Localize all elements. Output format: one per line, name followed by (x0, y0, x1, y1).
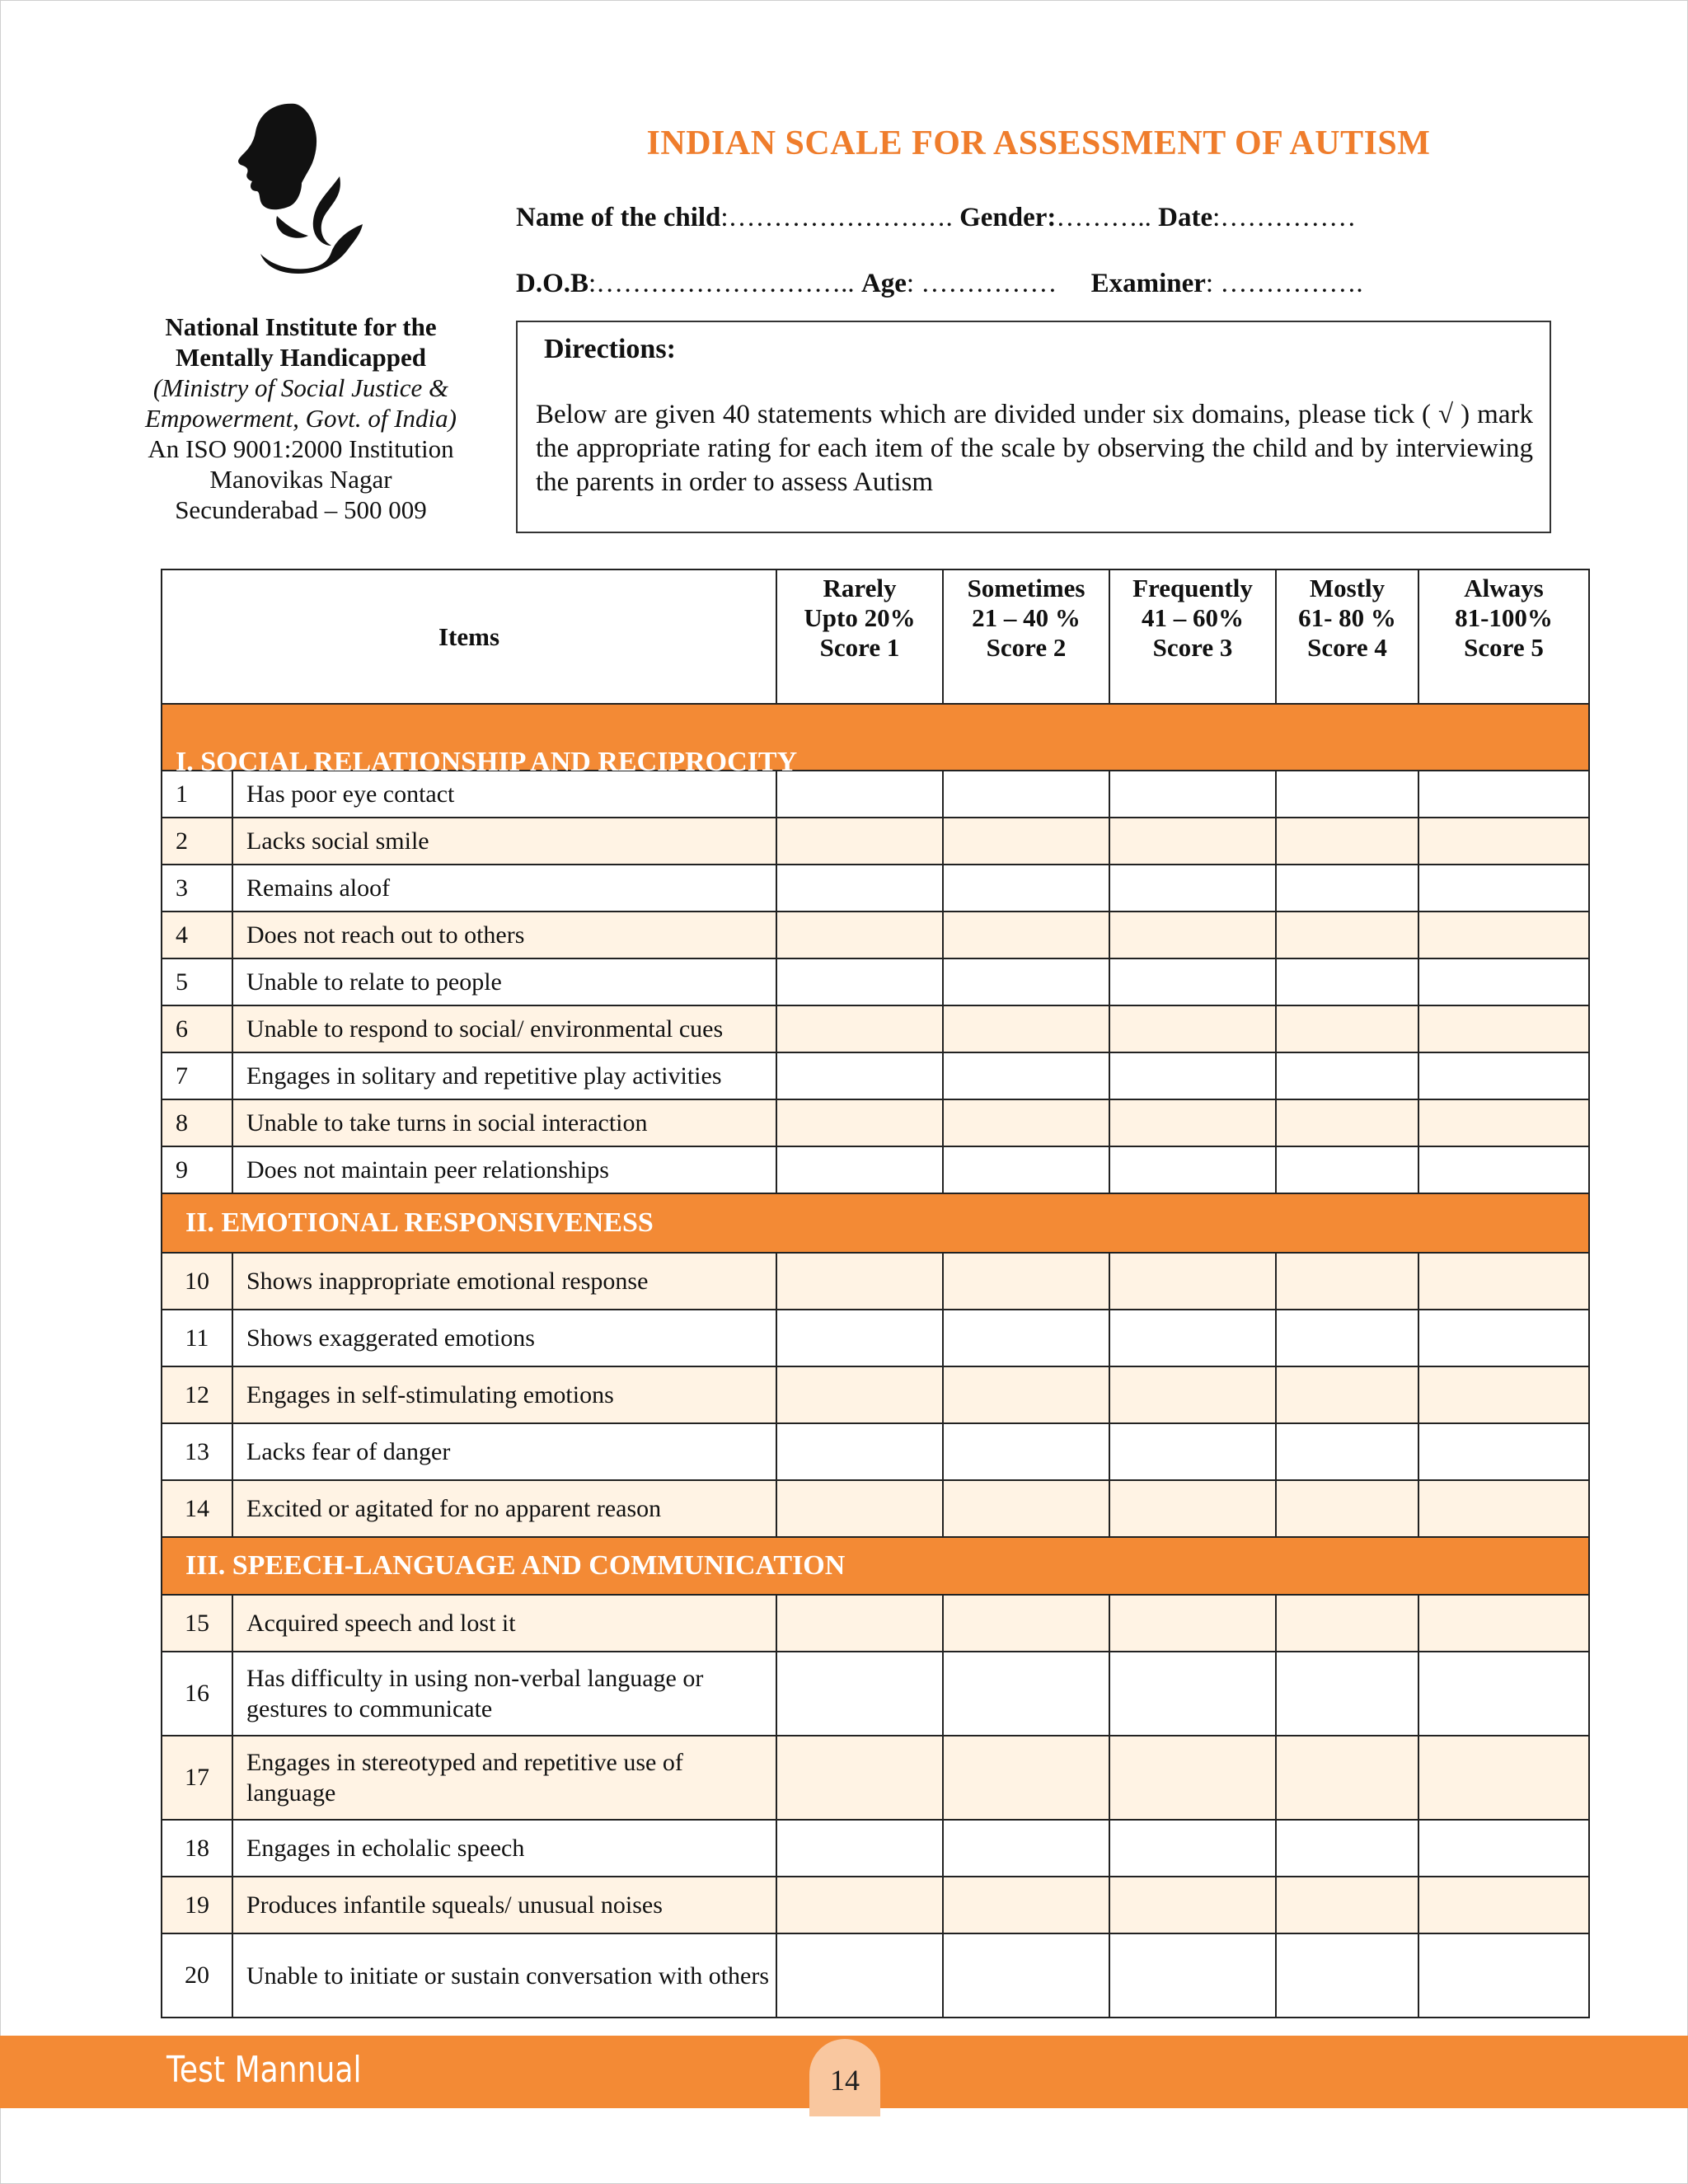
table-header (162, 569, 1589, 704)
col-header-label: Frequently (1132, 574, 1253, 602)
rating-cell-5[interactable] (1418, 865, 1589, 912)
gender-field[interactable]: ……….. (1056, 203, 1159, 232)
examiner-label: Examiner (1090, 269, 1206, 298)
col-header-score: Score 2 (986, 633, 1067, 662)
date-label: Date (1158, 203, 1213, 232)
institute-logo (216, 101, 364, 274)
rating-cell-3[interactable] (1109, 1423, 1276, 1480)
item-number: 10 (162, 1253, 232, 1310)
rating-cell-5[interactable] (1418, 1652, 1589, 1736)
item-number: 6 (162, 1005, 232, 1052)
rating-cell-1[interactable] (776, 1736, 943, 1820)
table-row (162, 1253, 1589, 1310)
item-text: Unable to initiate or sustain conversation with others (232, 1933, 776, 2018)
item-number: 15 (162, 1595, 232, 1652)
item-number: 4 (162, 912, 232, 958)
table-row (162, 1366, 1589, 1423)
rating-cell-3[interactable] (1109, 1595, 1276, 1652)
item-text: Engages in echolalic speech (232, 1820, 776, 1877)
item-number: 3 (162, 865, 232, 912)
rating-cell-4[interactable] (1276, 1005, 1418, 1052)
table-row (162, 1052, 1589, 1099)
item-text: Unable to respond to social/ environmental cues (232, 1005, 776, 1052)
section-header-speech (162, 1537, 1589, 1595)
rating-cell-3[interactable] (1109, 1146, 1276, 1193)
item-number: 14 (162, 1480, 232, 1537)
rating-cell-4[interactable] (1276, 1877, 1418, 1933)
rating-cell-1[interactable] (776, 818, 943, 865)
age-field[interactable]: : …………… (906, 269, 1057, 298)
item-text: Lacks fear of danger (232, 1423, 776, 1480)
col-header-sometimes (943, 569, 1109, 704)
page-title: INDIAN SCALE FOR ASSESSMENT OF AUTISM (646, 124, 1431, 162)
rating-cell-3[interactable] (1109, 912, 1276, 958)
name-field[interactable]: :……………………. (720, 203, 960, 232)
rating-cell-2[interactable] (943, 1736, 1109, 1820)
rating-cell-1[interactable] (776, 958, 943, 1005)
table-row (162, 1099, 1589, 1146)
col-header-range: 41 – 60% (1142, 603, 1245, 632)
rating-cell-4[interactable] (1276, 1052, 1418, 1099)
col-header-label: Rarely (823, 574, 897, 602)
item-text: Does not maintain peer relationships (232, 1146, 776, 1193)
item-number: 2 (162, 818, 232, 865)
item-text: Excited or agitated for no apparent reason (232, 1480, 776, 1537)
item-text: Engages in stereotyped and repetitive use of language (232, 1736, 776, 1820)
footer-label: Test Mannual (166, 2049, 362, 2091)
col-header-frequently (1109, 569, 1276, 704)
rating-cell-2[interactable] (943, 1146, 1109, 1193)
rating-cell-1[interactable] (776, 1933, 943, 2018)
rating-cell-4[interactable] (1276, 1736, 1418, 1820)
table-row (162, 1595, 1589, 1652)
org-iso: An ISO 9001:2000 Institution (148, 434, 454, 463)
rating-cell-1[interactable] (776, 1595, 943, 1652)
rating-cell-4[interactable] (1276, 1253, 1418, 1310)
rating-cell-5[interactable] (1418, 1310, 1589, 1366)
rating-cell-3[interactable] (1109, 865, 1276, 912)
item-text: Shows exaggerated emotions (232, 1310, 776, 1366)
col-header-label: Always (1464, 574, 1544, 602)
section-header-social (162, 704, 1589, 771)
item-text: Lacks social smile (232, 818, 776, 865)
rating-cell-1[interactable] (776, 1480, 943, 1537)
table-row (162, 1652, 1589, 1736)
item-number: 20 (162, 1933, 232, 2018)
rating-cell-3[interactable] (1109, 818, 1276, 865)
col-header-label: Sometimes (967, 574, 1085, 602)
rating-cell-4[interactable] (1276, 865, 1418, 912)
rating-cell-5[interactable] (1418, 818, 1589, 865)
rating-cell-2[interactable] (943, 1052, 1109, 1099)
rating-cell-3[interactable] (1109, 1366, 1276, 1423)
item-number: 17 (162, 1736, 232, 1820)
rating-cell-4[interactable] (1276, 912, 1418, 958)
rating-cell-4[interactable] (1276, 1146, 1418, 1193)
rating-cell-4[interactable] (1276, 1310, 1418, 1366)
table-row (162, 865, 1589, 912)
item-number: 12 (162, 1366, 232, 1423)
item-text: Produces infantile squeals/ unusual noises (232, 1877, 776, 1933)
page-number: 14 (809, 2039, 880, 2116)
rating-cell-1[interactable] (776, 1820, 943, 1877)
col-header-range: Upto 20% (804, 603, 916, 632)
rating-cell-4[interactable] (1276, 1423, 1418, 1480)
table-row (162, 958, 1589, 1005)
rating-cell-1[interactable] (776, 1099, 943, 1146)
col-header-score: Score 4 (1307, 633, 1387, 662)
rating-cell-5[interactable] (1418, 1253, 1589, 1310)
rating-cell-2[interactable] (943, 1480, 1109, 1537)
col-header-rarely (776, 569, 943, 704)
child-info-line-2 (516, 269, 1363, 299)
org-name-line1: National Institute for the (165, 312, 437, 341)
rating-cell-2[interactable] (943, 1933, 1109, 2018)
rating-cell-1[interactable] (776, 1877, 943, 1933)
rating-cell-2[interactable] (943, 1253, 1109, 1310)
rating-cell-2[interactable] (943, 1877, 1109, 1933)
section-title: I. SOCIAL RELATIONSHIP AND RECIPROCITY (162, 704, 1589, 771)
table-row (162, 912, 1589, 958)
table-row (162, 1005, 1589, 1052)
rating-cell-2[interactable] (943, 958, 1109, 1005)
item-number: 18 (162, 1820, 232, 1877)
rating-cell-1[interactable] (776, 1366, 943, 1423)
item-number: 19 (162, 1877, 232, 1933)
col-header-range: 81-100% (1455, 603, 1553, 632)
rating-cell-5[interactable] (1418, 1877, 1589, 1933)
table-row (162, 1480, 1589, 1537)
rating-cell-5[interactable] (1418, 1480, 1589, 1537)
item-text: Has difficulty in using non-verbal language or gestures to communicate (232, 1652, 776, 1736)
item-number: 9 (162, 1146, 232, 1193)
rating-cell-5[interactable] (1418, 771, 1589, 818)
rating-cell-1[interactable] (776, 865, 943, 912)
name-label: Name of the child (516, 203, 721, 232)
item-text: Does not reach out to others (232, 912, 776, 958)
col-header-always (1418, 569, 1589, 704)
section-title: II. EMOTIONAL RESPONSIVENESS (162, 1193, 1589, 1253)
rating-cell-4[interactable] (1276, 1099, 1418, 1146)
dob-label: D.O.B (516, 269, 589, 298)
items-header: Items (162, 569, 776, 704)
item-text: Shows inappropriate emotional response (232, 1253, 776, 1310)
table-row (162, 818, 1589, 865)
rating-cell-2[interactable] (943, 1366, 1109, 1423)
dob-field[interactable]: :……………………….. (588, 269, 861, 298)
col-header-label: Mostly (1309, 574, 1386, 602)
org-ministry-line2: Empowerment, Govt. of India) (145, 404, 457, 433)
rating-cell-4[interactable] (1276, 818, 1418, 865)
rating-cell-5[interactable] (1418, 1736, 1589, 1820)
rating-cell-1[interactable] (776, 1052, 943, 1099)
rating-cell-2[interactable] (943, 1099, 1109, 1146)
item-number: 8 (162, 1099, 232, 1146)
rating-cell-5[interactable] (1418, 1005, 1589, 1052)
rating-cell-5[interactable] (1418, 1052, 1589, 1099)
rating-cell-3[interactable] (1109, 958, 1276, 1005)
rating-cell-4[interactable] (1276, 1933, 1418, 2018)
item-number: 1 (162, 771, 232, 818)
rating-cell-5[interactable] (1418, 1933, 1589, 2018)
rating-cell-1[interactable] (776, 1005, 943, 1052)
item-text: Unable to take turns in social interaction (232, 1099, 776, 1146)
institute-address (124, 312, 478, 525)
rating-cell-3[interactable] (1109, 1652, 1276, 1736)
rating-cell-5[interactable] (1418, 1099, 1589, 1146)
rating-cell-2[interactable] (943, 865, 1109, 912)
rating-cell-2[interactable] (943, 1652, 1109, 1736)
item-text: Engages in solitary and repetitive play activities (232, 1052, 776, 1099)
col-header-score: Score 3 (1152, 633, 1233, 662)
rating-cell-4[interactable] (1276, 1652, 1418, 1736)
age-label: Age (860, 269, 907, 298)
rating-cell-1[interactable] (776, 1253, 943, 1310)
rating-cell-2[interactable] (943, 1595, 1109, 1652)
item-number: 16 (162, 1652, 232, 1736)
rating-cell-2[interactable] (943, 771, 1109, 818)
item-text: Acquired speech and lost it (232, 1595, 776, 1652)
rating-cell-2[interactable] (943, 912, 1109, 958)
item-number: 5 (162, 958, 232, 1005)
directions-heading: Directions: (544, 334, 676, 364)
rating-cell-5[interactable] (1418, 1146, 1589, 1193)
rating-cell-3[interactable] (1109, 771, 1276, 818)
col-header-mostly (1276, 569, 1418, 704)
rating-cell-2[interactable] (943, 818, 1109, 865)
rating-cell-1[interactable] (776, 1146, 943, 1193)
rating-cell-3[interactable] (1109, 1877, 1276, 1933)
col-header-range: 61- 80 % (1298, 603, 1396, 632)
rating-cell-3[interactable] (1109, 1480, 1276, 1537)
rating-cell-5[interactable] (1418, 958, 1589, 1005)
rating-cell-4[interactable] (1276, 1480, 1418, 1537)
rating-cell-1[interactable] (776, 771, 943, 818)
rating-cell-4[interactable] (1276, 958, 1418, 1005)
col-header-score: Score 5 (1464, 633, 1544, 662)
rating-cell-5[interactable] (1418, 1423, 1589, 1480)
col-header-range: 21 – 40 % (972, 603, 1081, 632)
table-row (162, 1423, 1589, 1480)
rating-cell-3[interactable] (1109, 1099, 1276, 1146)
examiner-field[interactable]: : ……………. (1205, 269, 1363, 298)
rating-cell-3[interactable] (1109, 1005, 1276, 1052)
rating-cell-1[interactable] (776, 912, 943, 958)
rating-cell-2[interactable] (943, 1423, 1109, 1480)
item-number: 7 (162, 1052, 232, 1099)
date-field[interactable]: :…………… (1212, 203, 1357, 232)
directions-box (516, 321, 1551, 533)
item-text: Unable to relate to people (232, 958, 776, 1005)
table-row (162, 1310, 1589, 1366)
col-header-score: Score 1 (819, 633, 900, 662)
item-text: Has poor eye contact (232, 771, 776, 818)
org-locality: Manovikas Nagar (209, 465, 392, 494)
rating-cell-5[interactable] (1418, 1595, 1589, 1652)
org-name-line2: Mentally Handicapped (175, 343, 426, 372)
rating-cell-3[interactable] (1109, 1736, 1276, 1820)
item-text: Engages in self-stimulating emotions (232, 1366, 776, 1423)
rating-cell-5[interactable] (1418, 1820, 1589, 1877)
table-row (162, 771, 1589, 818)
rating-cell-5[interactable] (1418, 1366, 1589, 1423)
assessment-table (161, 569, 1590, 2018)
item-number: 11 (162, 1310, 232, 1366)
rating-cell-3[interactable] (1109, 1253, 1276, 1310)
gender-label: Gender: (959, 203, 1057, 232)
section-title: III. SPEECH-LANGUAGE AND COMMUNICATION (162, 1537, 1589, 1595)
rating-cell-4[interactable] (1276, 1595, 1418, 1652)
rating-cell-4[interactable] (1276, 1366, 1418, 1423)
item-text: Remains aloof (232, 865, 776, 912)
table-row (162, 1933, 1589, 2018)
directions-text: Below are given 40 statements which are divided under six domains, please tick ( √ ) mark the appropriate rating for each item of the scale by observing the child and by interviewing the parents in order to assess Autism (536, 400, 1533, 497)
rating-cell-1[interactable] (776, 1310, 943, 1366)
rating-cell-2[interactable] (943, 1310, 1109, 1366)
table-row (162, 1820, 1589, 1877)
rating-cell-1[interactable] (776, 1423, 943, 1480)
org-city: Secunderabad – 500 009 (175, 495, 427, 524)
section-header-emotional (162, 1193, 1589, 1253)
table-row (162, 1736, 1589, 1820)
rating-cell-1[interactable] (776, 1652, 943, 1736)
rating-cell-3[interactable] (1109, 1820, 1276, 1877)
rating-cell-2[interactable] (943, 1005, 1109, 1052)
rating-cell-4[interactable] (1276, 771, 1418, 818)
org-ministry-line1: (Ministry of Social Justice & (152, 373, 449, 402)
rating-cell-3[interactable] (1109, 1933, 1276, 2018)
item-number: 13 (162, 1423, 232, 1480)
table-row (162, 1877, 1589, 1933)
child-info-line-1 (516, 203, 1356, 233)
rating-cell-4[interactable] (1276, 1820, 1418, 1877)
rating-cell-3[interactable] (1109, 1310, 1276, 1366)
rating-cell-5[interactable] (1418, 912, 1589, 958)
table-row (162, 1146, 1589, 1193)
rating-cell-3[interactable] (1109, 1052, 1276, 1099)
rating-cell-2[interactable] (943, 1820, 1109, 1877)
